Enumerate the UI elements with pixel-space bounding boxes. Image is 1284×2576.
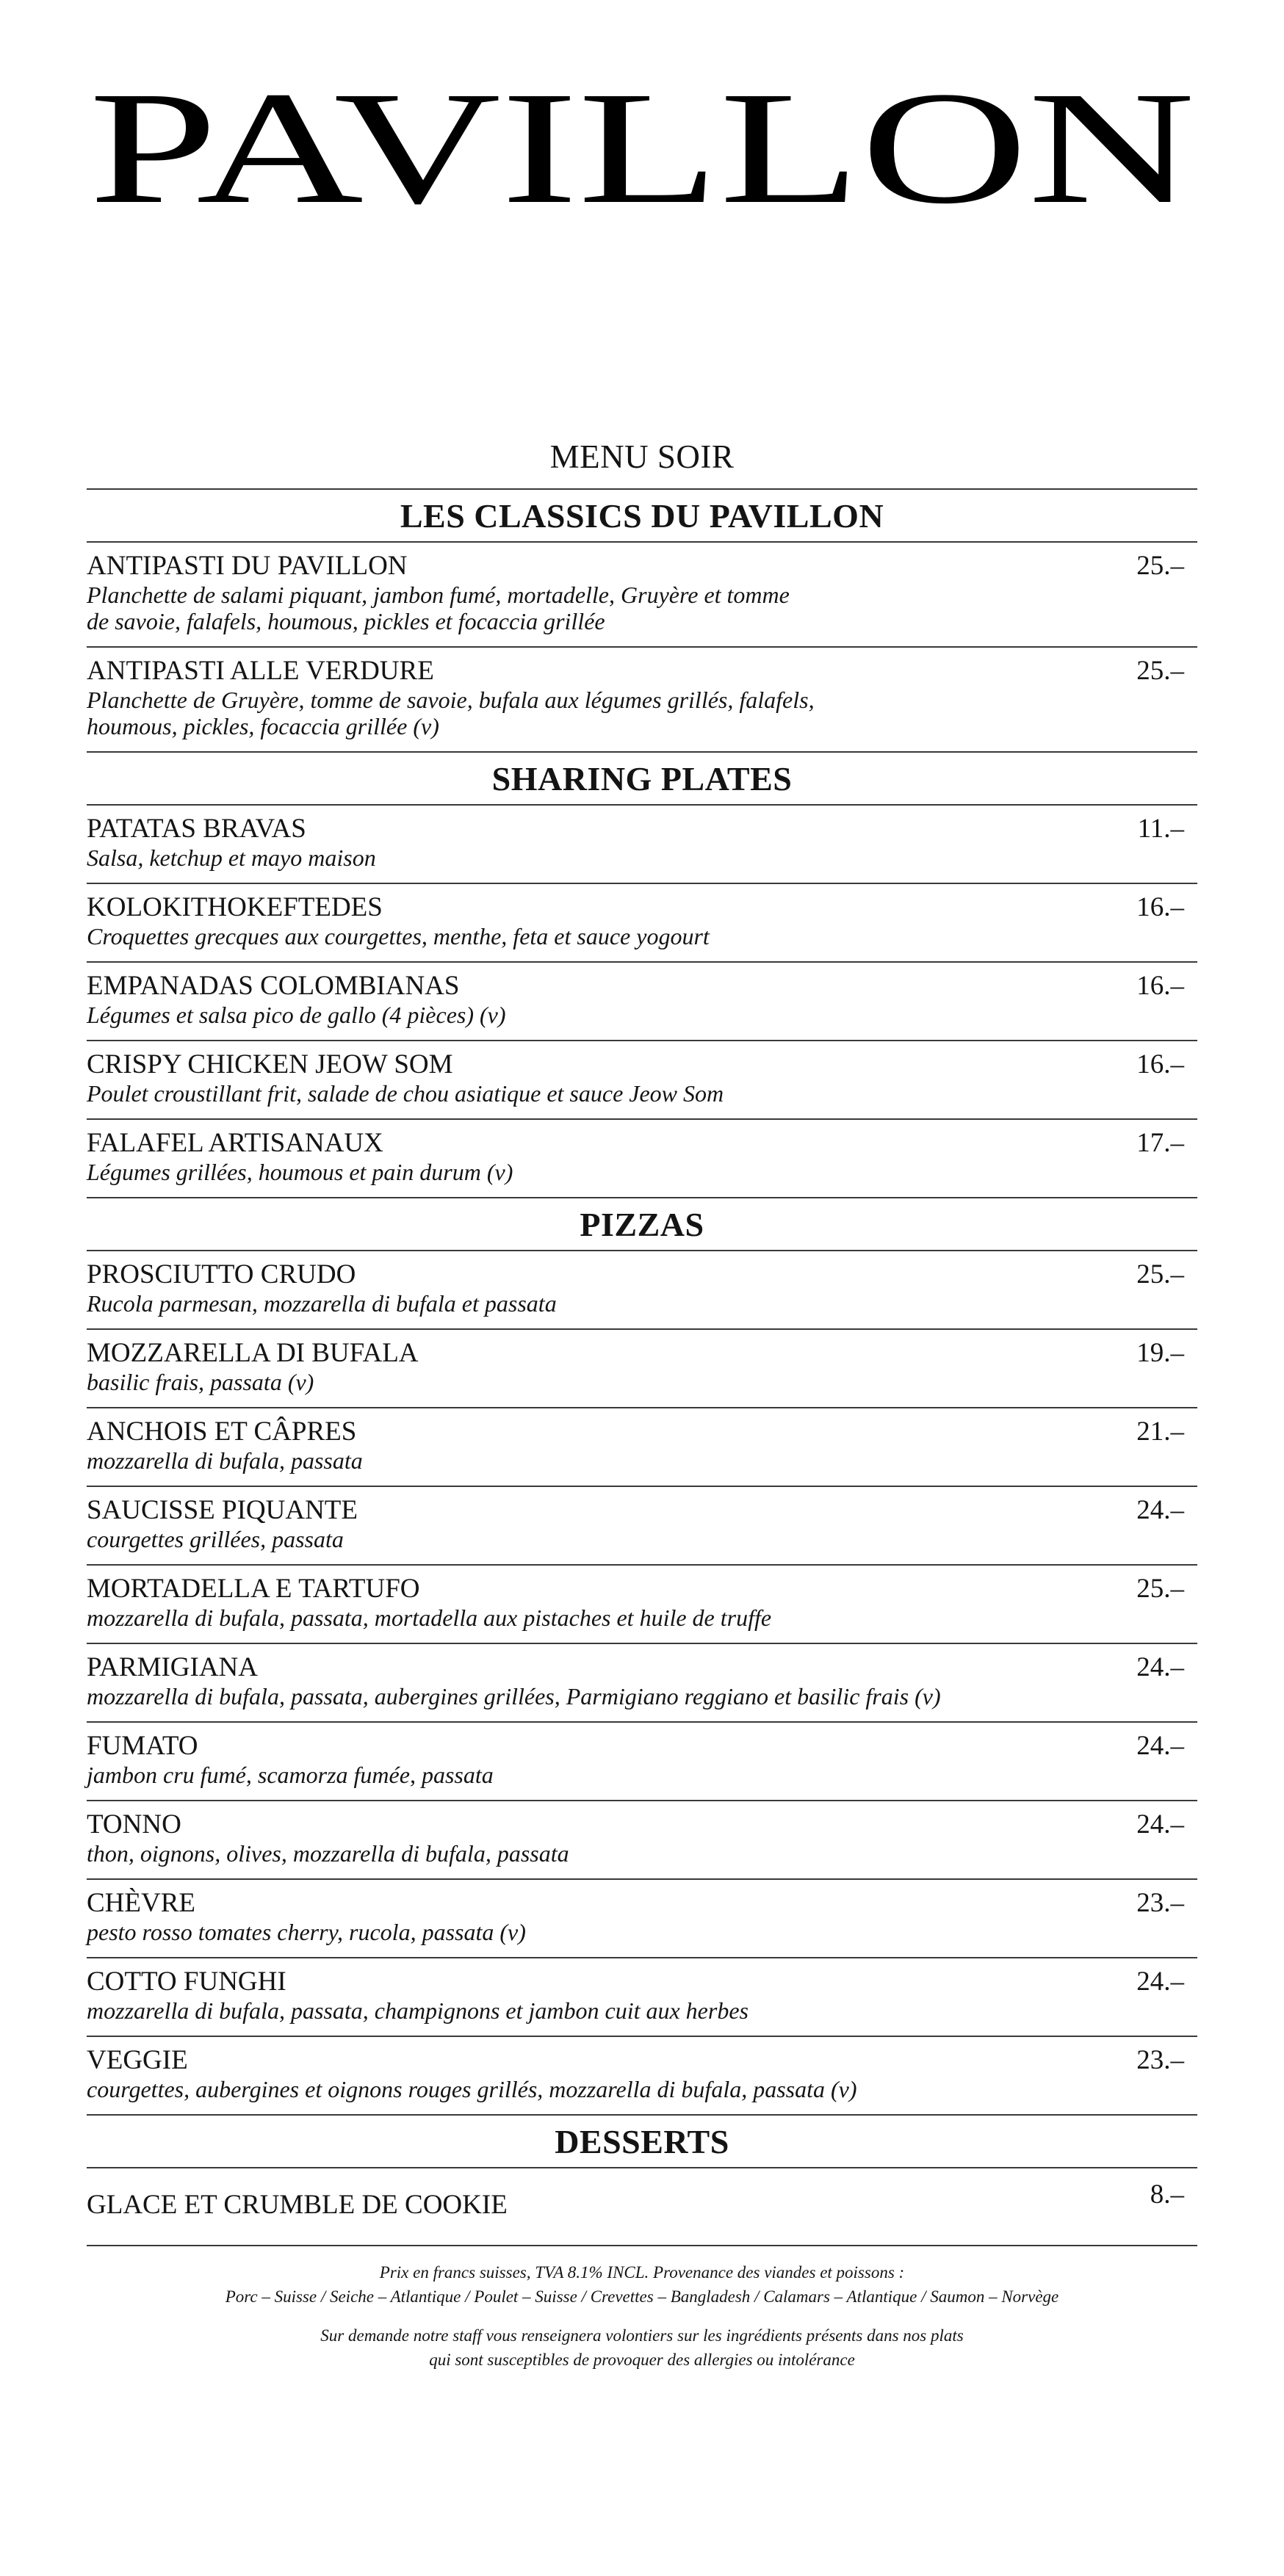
item-price: 25.–	[1136, 551, 1184, 581]
item-description: Poulet croustillant frit, salade de chou asiatique et sauce Jeow Som	[87, 1080, 724, 1107]
item-description: Salsa, ketchup et mayo maison	[87, 844, 376, 871]
item-price: 25.–	[1136, 656, 1184, 686]
menu-item	[87, 1330, 1197, 1407]
item-price: 23.–	[1136, 1888, 1184, 1918]
footer-line: Sur demande notre staff vous renseignera volontiers sur les ingrédients présents dans nos plats	[320, 2326, 964, 2345]
item-name: PARMIGIANA	[87, 1652, 259, 1682]
menu-item	[87, 2037, 1197, 2114]
item-name: MORTADELLA E TARTUFO	[87, 1574, 420, 1604]
item-description: mozzarella di bufala, passata, aubergines grillées, Parmigiano reggiano et basilic frais (v)	[87, 1683, 941, 1710]
item-description: jambon cru fumé, scamorza fumée, passata	[87, 1762, 494, 1788]
item-price: 8.–	[1150, 2179, 1184, 2210]
menu-item	[87, 1251, 1197, 1328]
item-price: 11.–	[1137, 814, 1184, 844]
item-name: CRISPY CHICKEN JEOW SOM	[87, 1049, 453, 1079]
item-price: 24.–	[1136, 1731, 1184, 1761]
menu	[87, 426, 1197, 2246]
menu-item	[87, 1801, 1197, 1878]
item-name: PATATAS BRAVAS	[87, 814, 306, 844]
menu-item	[87, 963, 1197, 1040]
item-name: ANCHOIS ET CÂPRES	[87, 1417, 357, 1447]
brand-logo-svg	[87, 70, 1197, 224]
item-price: 24.–	[1136, 1652, 1184, 1682]
menu-item	[87, 2168, 1197, 2245]
item-name: FALAFEL ARTISANAUX	[87, 1128, 383, 1158]
footer-line: qui sont susceptibles de provoquer des allergies ou intolérance	[429, 2351, 855, 2369]
item-name: COTTO FUNGHI	[87, 1967, 286, 1997]
footer-notes	[87, 2260, 1197, 2372]
item-description: Rucola parmesan, mozzarella di bufala et passata	[87, 1290, 557, 1317]
item-description: pesto rosso tomates cherry, rucola, passata (v)	[87, 1919, 526, 1945]
item-name: TONNO	[87, 1809, 181, 1839]
menu-body	[87, 488, 1197, 2246]
item-description: mozzarella di bufala, passata, mortadella aux pistaches et huile de truffe	[87, 1604, 772, 1631]
item-description: Légumes grillées, houmous et pain durum (v)	[87, 1159, 513, 1185]
footer-line: Porc – Suisse / Seiche – Atlantique / Poulet – Suisse / Crevettes – Bangladesh / Calamars – Atlantique / Saumon – Norvège	[225, 2287, 1059, 2306]
item-description: de savoie, falafels, houmous, pickles et focaccia grillée	[87, 608, 605, 634]
item-price: 24.–	[1136, 1809, 1184, 1839]
menu-item	[87, 884, 1197, 961]
item-name: SAUCISSE PIQUANTE	[87, 1495, 358, 1525]
item-price: 17.–	[1136, 1128, 1184, 1158]
item-description: houmous, pickles, focaccia grillée (v)	[87, 713, 439, 739]
item-description: Légumes et salsa pico de gallo (4 pièces) (v)	[87, 1002, 506, 1028]
item-description: Planchette de Gruyère, tomme de savoie, bufala aux légumes grillés, falafels,	[87, 687, 815, 713]
item-description: mozzarella di bufala, passata	[87, 1447, 363, 1474]
item-name: ANTIPASTI DU PAVILLON	[87, 551, 408, 581]
item-price: 25.–	[1136, 1259, 1184, 1289]
menu-item	[87, 1487, 1197, 1564]
menu-item	[87, 1041, 1197, 1118]
menu-item	[87, 1408, 1197, 1486]
item-price: 24.–	[1136, 1967, 1184, 1997]
item-description: thon, oignons, olives, mozzarella di bufala, passata	[87, 1840, 569, 1867]
menu-item	[87, 1958, 1197, 2036]
item-price: 16.–	[1136, 1049, 1184, 1079]
item-name: VEGGIE	[87, 2045, 188, 2075]
menu-item	[87, 1566, 1197, 1643]
menu-item	[87, 1880, 1197, 1957]
section-title: PIZZAS	[580, 1206, 704, 1243]
item-name: GLACE ET CRUMBLE DE COOKIE	[87, 2190, 508, 2220]
item-name: PROSCIUTTO CRUDO	[87, 1259, 356, 1289]
item-name: MOZZARELLA DI BUFALA	[87, 1338, 419, 1368]
item-price: 23.–	[1136, 2045, 1184, 2075]
footer-spacer	[87, 2309, 1197, 2323]
item-price: 21.–	[1136, 1417, 1184, 1447]
item-name: EMPANADAS COLOMBIANAS	[87, 971, 460, 1001]
item-price: 25.–	[1136, 1574, 1184, 1604]
section-title: DESSERTS	[555, 2123, 729, 2160]
item-price: 24.–	[1136, 1495, 1184, 1525]
item-description: courgettes, aubergines et oignons rouges grillés, mozzarella di bufala, passata (v)	[87, 2076, 857, 2102]
menu-item	[87, 806, 1197, 883]
item-description: mozzarella di bufala, passata, champignons et jambon cuit aux herbes	[87, 1997, 749, 2024]
item-description: basilic frais, passata (v)	[87, 1369, 314, 1395]
section-title: LES CLASSICS DU PAVILLON	[400, 497, 884, 535]
menu-item	[87, 1644, 1197, 1721]
item-description: courgettes grillées, passata	[87, 1526, 344, 1552]
item-name: CHÈVRE	[87, 1888, 195, 1918]
menu-item	[87, 1120, 1197, 1197]
item-name: FUMATO	[87, 1731, 198, 1761]
item-name: KOLOKITHOKEFTEDES	[87, 892, 383, 922]
menu-item	[87, 1723, 1197, 1800]
menu-title: MENU SOIR	[549, 438, 735, 475]
item-price: 16.–	[1136, 971, 1184, 1001]
footer-line: Prix en francs suisses, TVA 8.1% INCL. Provenance des viandes et poissons :	[379, 2263, 905, 2282]
divider	[87, 2245, 1197, 2246]
item-price: 19.–	[1136, 1338, 1184, 1368]
item-description: Croquettes grecques aux courgettes, menthe, feta et sauce yogourt	[87, 923, 710, 949]
item-name: ANTIPASTI ALLE VERDURE	[87, 656, 434, 686]
menu-item	[87, 543, 1197, 646]
menu-item	[87, 648, 1197, 751]
brand-logo	[87, 70, 1197, 224]
item-price: 16.–	[1136, 892, 1184, 922]
item-description: Planchette de salami piquant, jambon fumé, mortadelle, Gruyère et tomme	[87, 582, 790, 608]
section-title: SHARING PLATES	[491, 760, 793, 797]
brand-name: PAVILLON	[89, 70, 1195, 224]
